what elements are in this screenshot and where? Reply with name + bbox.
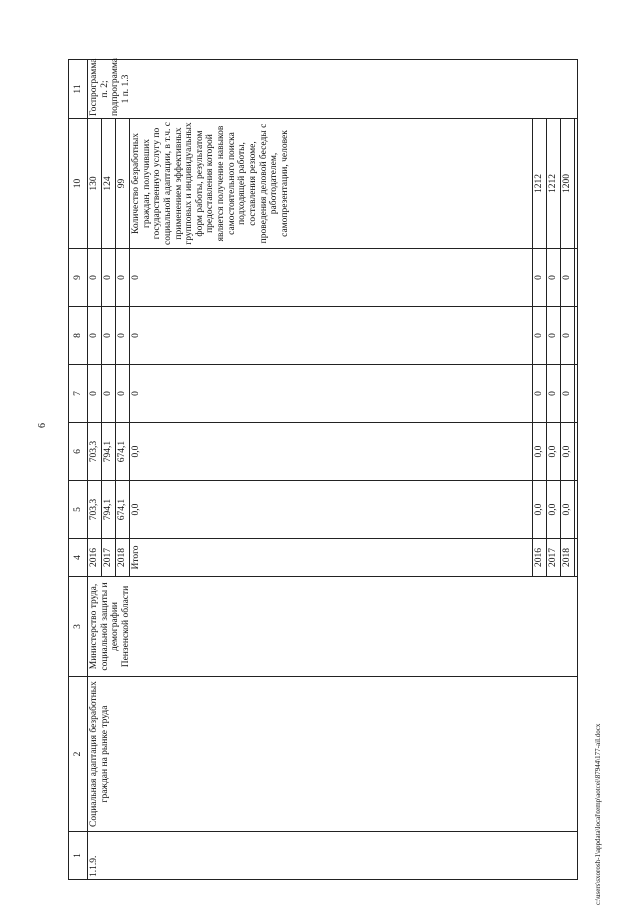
col-header-1: 1 [69,832,88,880]
col-header-4: 4 [69,539,88,577]
indicator-value-cell: 124 [102,119,116,249]
data-table [68,59,578,880]
year-cell: 2017 [547,539,561,577]
program-ref: Госпрограмма п. 2; подпрограмма 1 п. 1.3 [88,60,578,119]
value-cell: 0 [116,365,130,423]
empty-cell [575,307,578,365]
indicator-text: Количество безработных граждан, получивших государственную услугу по социальной адаптации, в т.ч. с применением эффективных групповых и индивидуальных форм работы, результатом предоставления которой является получение навыков самостоятельного поиска подходящей работы, составления резюме, проведения деловой беседы с работодателем, самопрезентации, человек [130,119,533,249]
col-header-8: 8 [69,307,88,365]
measure-name: Социальная адаптация безработных граждан на рынке труда [88,677,578,832]
value-cell: 0,0 [130,481,533,539]
year-cell: 2017 [102,539,116,577]
value-cell: 0 [102,365,116,423]
value-cell: 0 [561,249,575,307]
year-cell: 2018 [116,539,130,577]
value-cell: 0,0 [561,481,575,539]
empty-cell [575,481,578,539]
value-cell: 674,1 [116,481,130,539]
empty-cell [575,423,578,481]
value-cell: 0 [130,249,533,307]
value-cell: 0 [116,249,130,307]
value-cell: 703,3 [88,423,102,481]
value-cell: 0,0 [561,423,575,481]
value-cell: 0 [88,249,102,307]
value-cell: 0 [88,365,102,423]
value-cell: 0 [547,365,561,423]
col-header-6: 6 [69,423,88,481]
header-row [69,60,88,880]
value-cell: 0 [533,307,547,365]
col-header-5: 5 [69,481,88,539]
year-cell: 2016 [88,539,102,577]
col-header-3: 3 [69,577,88,677]
value-cell: 0 [547,307,561,365]
table-row [88,60,102,880]
empty-cell [575,539,578,577]
indicator-value-cell: 130 [88,119,102,249]
indicator-value-cell: 1212 [533,119,547,249]
year-cell: 2018 [561,539,575,577]
value-cell: 0 [102,307,116,365]
footer-path: c:\users\sxorosh-1\appdata\local\temp\aotcei\87944\177-ail.docx [594,723,602,905]
col-header-11: 11 [69,60,88,119]
year-cell: 2016 [533,539,547,577]
value-cell: 703,3 [88,481,102,539]
value-cell: 0 [116,307,130,365]
value-cell: 0,0 [533,423,547,481]
indicator-value-cell: 1200 [561,119,575,249]
value-cell: 0 [547,249,561,307]
executor: Министерство труда, социальной защиты и демографии Пензенской области [88,577,578,677]
col-header-7: 7 [69,365,88,423]
empty-cell [575,365,578,423]
value-cell: 0 [102,249,116,307]
value-cell: 0 [533,365,547,423]
value-cell: 0 [533,249,547,307]
col-header-10: 10 [69,119,88,249]
indicator-value-cell: 99 [116,119,130,249]
col-header-2: 2 [69,677,88,832]
value-cell: 0 [130,307,533,365]
value-cell: 0,0 [130,423,533,481]
value-cell: 0,0 [547,481,561,539]
value-cell: 0 [130,365,533,423]
value-cell: 0,0 [547,423,561,481]
value-cell: 0 [561,365,575,423]
value-cell: 794,1 [102,481,116,539]
empty-cell [575,249,578,307]
value-cell: 0 [561,307,575,365]
value-cell: 0,0 [533,481,547,539]
page-number: 6 [37,423,48,428]
row-number: 1.1.9. [88,832,578,880]
empty-cell [575,119,578,249]
value-cell: 0 [88,307,102,365]
value-cell: 674,1 [116,423,130,481]
indicator-value-cell: 1212 [547,119,561,249]
col-header-9: 9 [69,249,88,307]
total-label: Итого [130,539,533,577]
value-cell: 794,1 [102,423,116,481]
rotated-table-wrapper [68,57,578,880]
